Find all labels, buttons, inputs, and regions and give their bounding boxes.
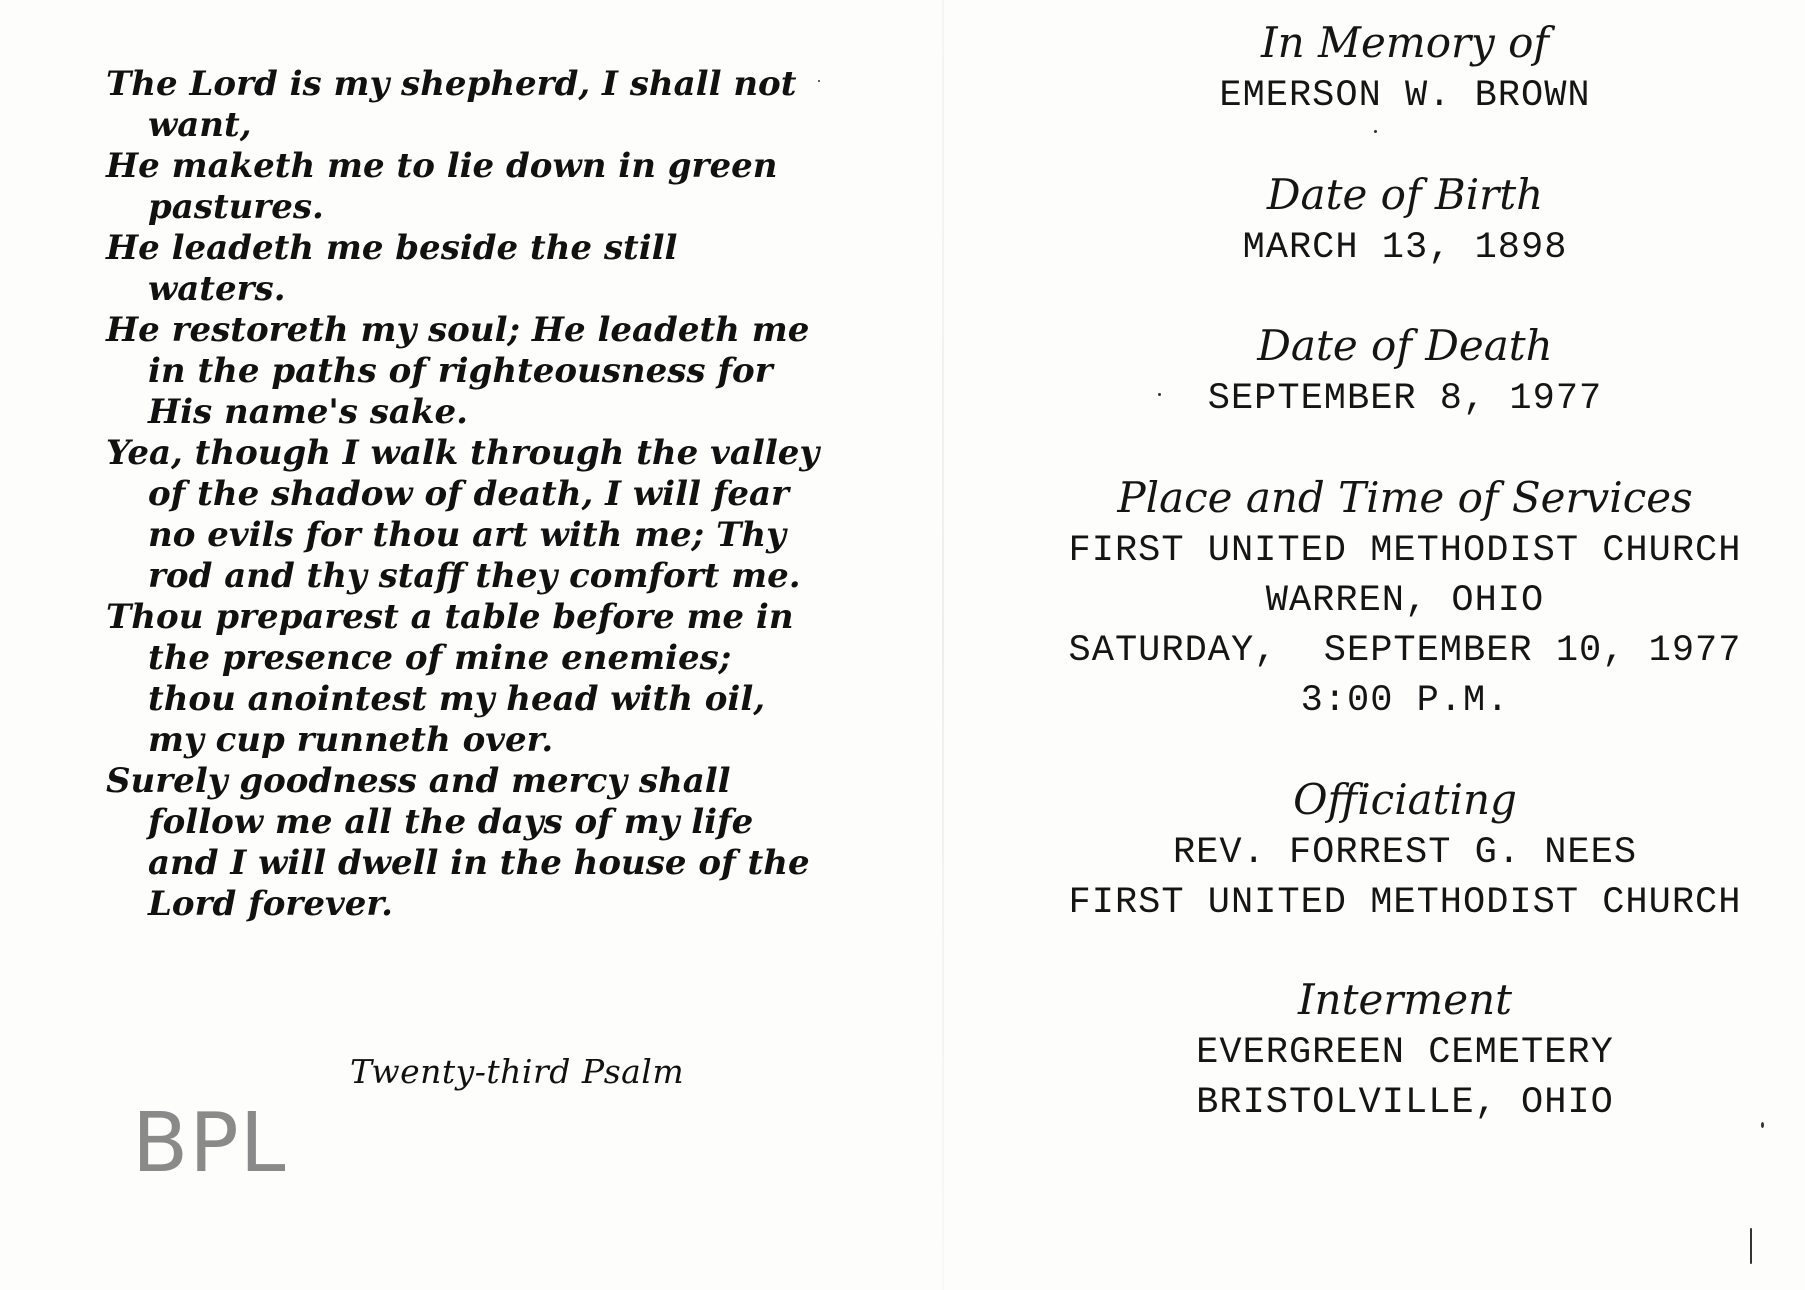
- psalm-source: Twenty-third Psalm: [350, 1052, 685, 1091]
- psalm-stanza: Thou preparest a table before me in the presence of mine enemies; thou anointest my head with oil, my cup runneth over.: [106, 597, 794, 760]
- psalm-stanza: Surely goodness and mercy shall follow me all the days of my life and I will dwell in the house of the Lord forever.: [106, 761, 810, 924]
- cemetery: EVERGREEN CEMETERY: [1196, 1032, 1614, 1074]
- memory-heading: In Memory of: [1261, 18, 1549, 67]
- death-date: SEPTEMBER 8, 1977: [1207, 378, 1603, 420]
- services-date: SATURDAY, SEPTEMBER 10, 1977: [1068, 630, 1742, 672]
- psalm-stanza: The Lord is my shepherd, I shall not want,: [106, 64, 797, 145]
- paper-speck: [1750, 1228, 1752, 1264]
- services-time: 3:00 P.M.: [1300, 680, 1510, 722]
- services-section: [1010, 470, 1800, 726]
- death-section: [1010, 318, 1800, 424]
- birth-date: MARCH 13, 1898: [1242, 227, 1568, 269]
- death-heading: Date of Death: [1257, 321, 1553, 370]
- psalm-stanza: He leadeth me beside the still waters.: [106, 228, 678, 309]
- officiant-church: FIRST UNITED METHODIST CHURCH: [1068, 882, 1742, 924]
- paper-speck: [818, 80, 820, 82]
- interment-heading: Interment: [1297, 975, 1513, 1024]
- services-heading: Place and Time of Services: [1117, 473, 1693, 522]
- officiant: REV. FORREST G. NEES: [1172, 832, 1638, 874]
- paper-speck: [1374, 130, 1377, 133]
- psalm-stanza: Yea, though I walk through the valley of the shadow of death, I will fear no evils for thou art with me; Thy rod and thy staff they comfort me.: [106, 433, 820, 596]
- paper-speck: [1761, 1122, 1764, 1128]
- memory-section: [1010, 15, 1800, 121]
- birth-section: [1010, 167, 1800, 273]
- birth-heading: Date of Birth: [1266, 170, 1544, 219]
- paper-speck: [1158, 393, 1161, 396]
- watermark: BPL: [132, 1096, 287, 1191]
- services-place: FIRST UNITED METHODIST CHURCH: [1068, 530, 1742, 572]
- psalm-stanza: He restoreth my soul; He leadeth me in the paths of righteousness for His name's sake.: [106, 310, 810, 432]
- cemetery-city: BRISTOLVILLE, OHIO: [1196, 1082, 1614, 1124]
- psalm-text: [106, 64, 826, 925]
- interment-section: [1010, 972, 1800, 1128]
- psalm-stanza: He maketh me to lie down in green pastures.: [106, 146, 778, 227]
- fold-line: [942, 0, 944, 1290]
- services-city: WARREN, OHIO: [1265, 580, 1545, 622]
- officiating-heading: Officiating: [1293, 775, 1517, 824]
- deceased-name: EMERSON W. BROWN: [1219, 75, 1591, 117]
- officiating-section: [1010, 772, 1800, 928]
